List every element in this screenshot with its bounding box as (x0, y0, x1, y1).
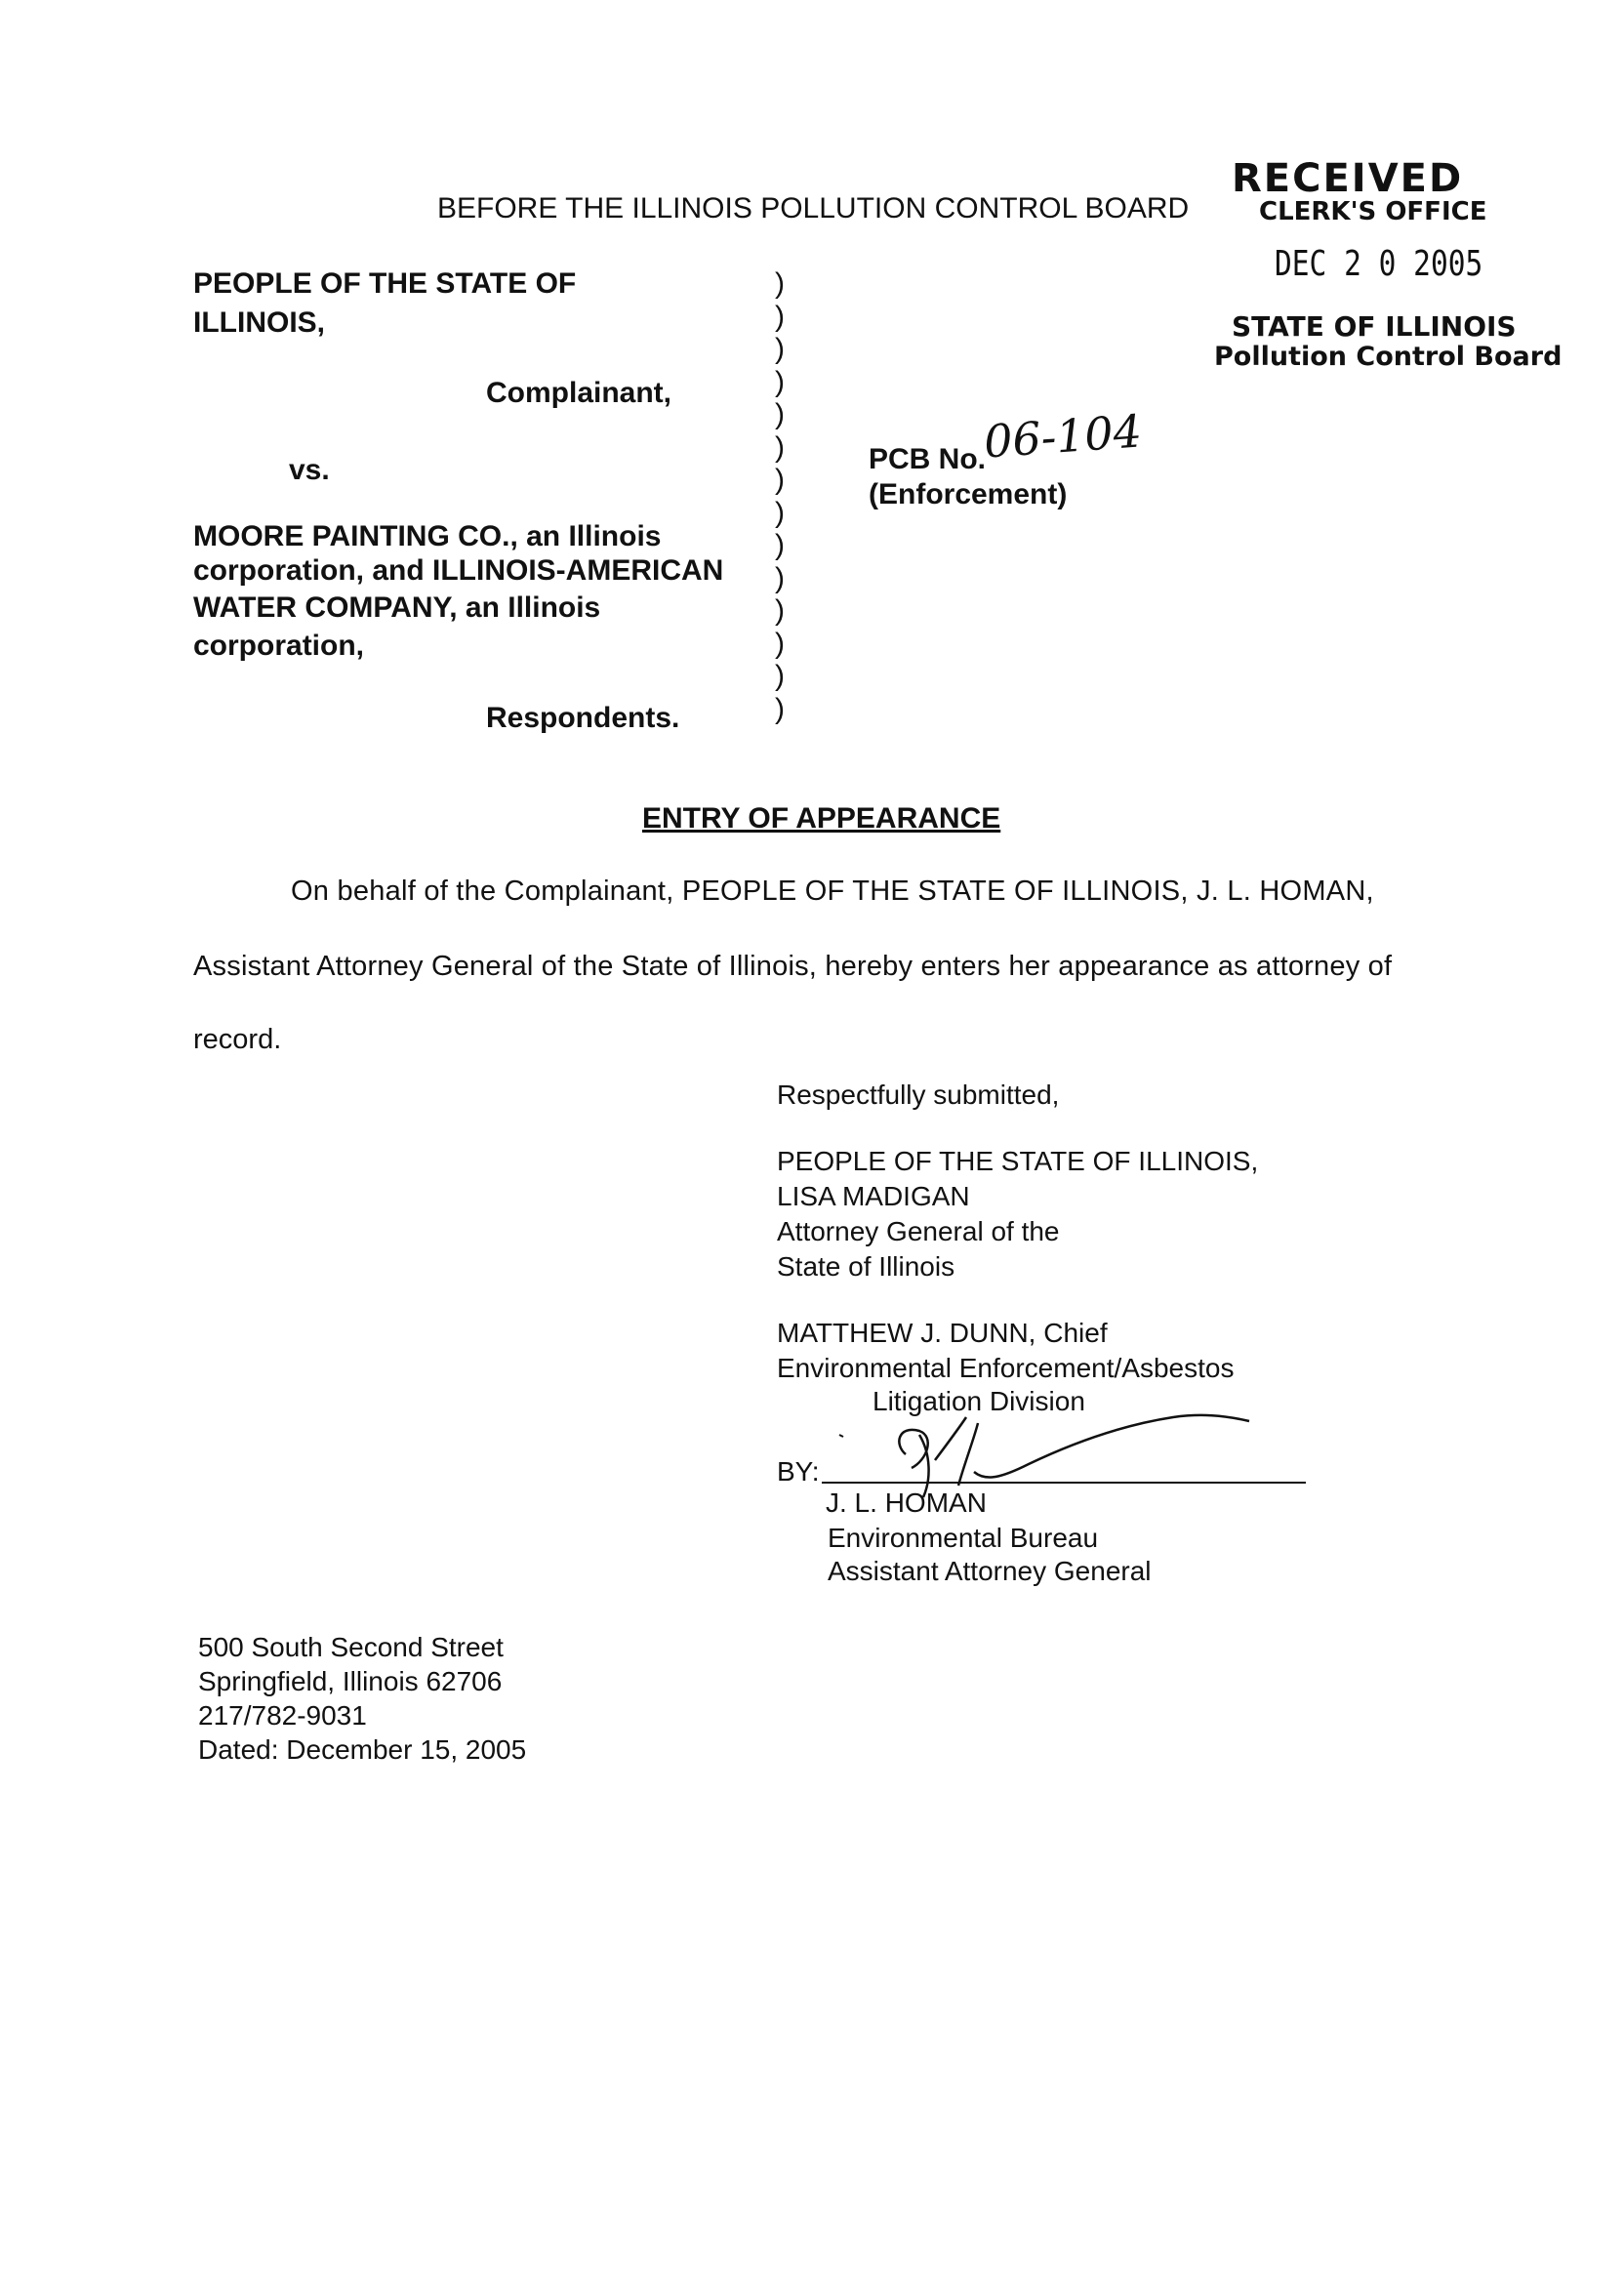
complainant-name-line2: ILLINOIS, (193, 306, 325, 339)
document-header: BEFORE THE ILLINOIS POLLUTION CONTROL BOARD (437, 192, 1190, 224)
paren: ) (775, 561, 785, 594)
closing: Respectfully submitted, (777, 1080, 1060, 1110)
received-stamp-board: Pollution Control Board (1214, 342, 1563, 372)
paren: ) (775, 529, 785, 561)
body-line-2: Assistant Attorney General of the State of Illinois, hereby enters her appearance as attorney of (193, 951, 1393, 982)
respondent-name-line1: MOORE PAINTING CO., an Illinois (193, 520, 662, 552)
case-type: (Enforcement) (869, 478, 1068, 510)
paren: ) (775, 430, 785, 464)
party-name: PEOPLE OF THE STATE OF ILLINOIS, (777, 1146, 1259, 1176)
paren: ) (775, 333, 785, 365)
caption-paren-column (775, 267, 785, 725)
chief-division-2: Litigation Division (873, 1386, 1085, 1416)
paren: ) (775, 660, 785, 692)
paren: ) (775, 398, 785, 430)
paren: ) (775, 464, 785, 496)
chief-division-1: Environmental Enforcement/Asbestos (777, 1353, 1235, 1383)
received-stamp-title: RECEIVED (1232, 156, 1464, 201)
respondent-role: Respondents. (486, 702, 680, 734)
complainant-name-line1: PEOPLE OF THE STATE OF (193, 267, 577, 300)
address-city: Springfield, Illinois 62706 (198, 1666, 503, 1696)
complainant-role: Complainant, (486, 377, 672, 409)
signer-name: J. L. HOMAN (826, 1487, 987, 1518)
paren: ) (775, 365, 785, 398)
dated: Dated: December 15, 2005 (198, 1734, 527, 1765)
by-label: BY: (777, 1456, 820, 1487)
body-line-1: On behalf of the Complainant, PEOPLE OF THE STATE OF ILLINOIS, J. L. HOMAN, (291, 876, 1374, 907)
paren: ) (775, 594, 785, 627)
attorney-general-title-1: Attorney General of the (777, 1216, 1060, 1246)
respondent-name-line3: WATER COMPANY, an Illinois (193, 591, 601, 624)
versus-label: vs. (289, 454, 330, 486)
attorney-general-title-2: State of Illinois (777, 1251, 955, 1282)
document-heading: ENTRY OF APPEARANCE (642, 802, 1001, 835)
signer-bureau: Environmental Bureau (828, 1523, 1099, 1553)
paren: ) (775, 300, 785, 333)
body-line-3: record. (193, 1024, 282, 1055)
paren: ) (775, 267, 785, 300)
received-stamp-date: DEC 2 0 2005 (1275, 244, 1483, 284)
chief-name: MATTHEW J. DUNN, Chief (777, 1318, 1108, 1348)
respondent-name-line4: corporation, (193, 630, 365, 662)
case-number-label: PCB No. (869, 443, 986, 475)
received-stamp-office: CLERK'S OFFICE (1259, 197, 1487, 226)
attorney-general-name: LISA MADIGAN (777, 1181, 970, 1211)
signer-title: Assistant Attorney General (828, 1556, 1152, 1586)
paren: ) (775, 692, 785, 725)
paren: ) (775, 496, 785, 529)
paren: ) (775, 627, 785, 660)
case-number-handwritten: 06-104 (982, 404, 1144, 469)
address-street: 500 South Second Street (198, 1632, 504, 1662)
received-stamp-state: STATE OF ILLINOIS (1232, 310, 1517, 343)
address-phone: 217/782-9031 (198, 1700, 367, 1731)
respondent-name-line2: corporation, and ILLINOIS-AMERICAN (193, 554, 724, 587)
